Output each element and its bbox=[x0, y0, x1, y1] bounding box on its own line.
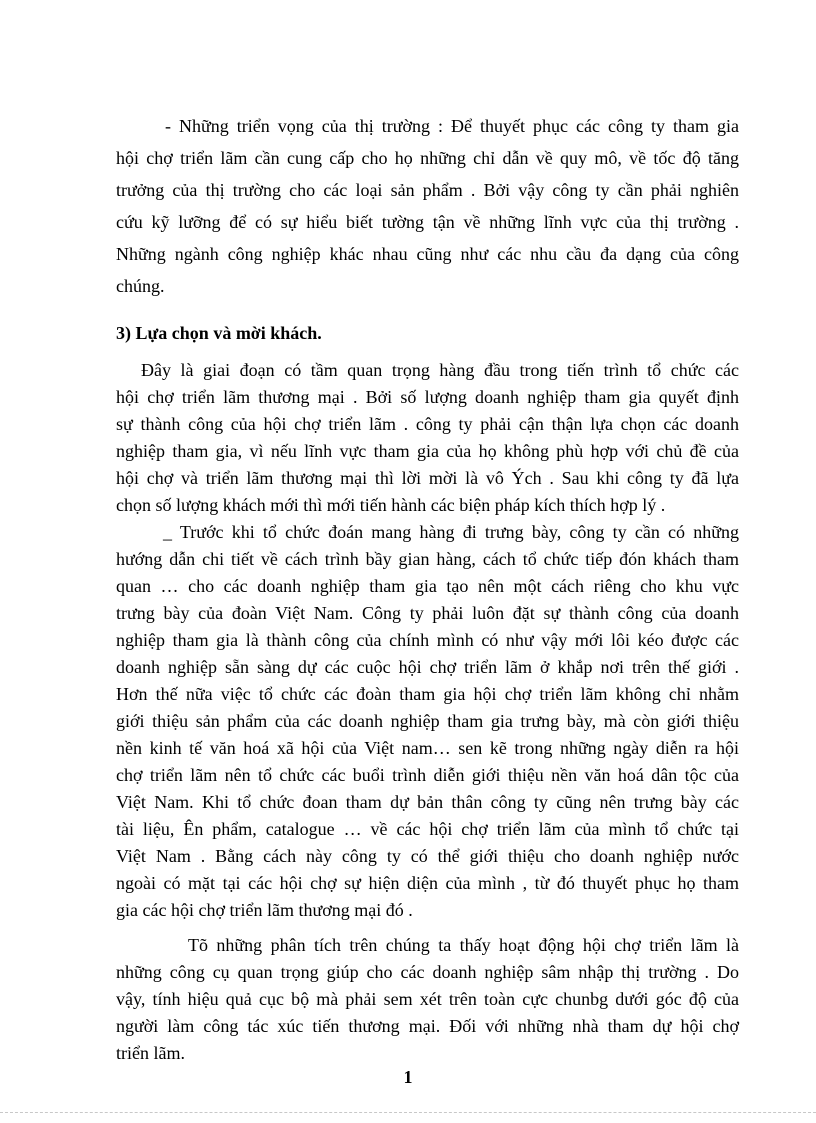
section-heading: 3) Lựa chọn và mời khách. bbox=[116, 323, 322, 343]
text-line: Việt Nam . Bằng cách này công ty có thể giới thiệu cho doanh nghiệp nước bbox=[116, 846, 739, 866]
text-line: chúng. bbox=[116, 276, 165, 296]
text-line: Việt Nam. Khi tổ chức đoan tham dự bản thân công ty cũng nên trưng bày các bbox=[116, 792, 739, 812]
text-line: trưởng của thị trường cho các loại sản phẩm . Bởi vậy công ty cần phải nghiên bbox=[116, 180, 739, 200]
text-line: cứu kỹ lưỡng để có sự hiểu biết tường tận về những lĩnh vực của thị trường . bbox=[116, 212, 739, 232]
text-line: - Những triển vọng của thị trường : Để thuyết phục các công ty tham gia bbox=[165, 116, 739, 136]
text-line: Đây là giai đoạn có tầm quan trọng hàng đầu trong tiến trình tổ chức các bbox=[141, 360, 739, 380]
text-line: tài liệu, Ên phẩm, catalogue … về các hội chợ triển lãm của mình tổ chức tại bbox=[116, 819, 739, 839]
text-line: người làm công tác xúc tiến thương mại. Đối với những nhà tham dự hội chợ bbox=[116, 1016, 739, 1036]
text-line: _ Trước khi tổ chức đoán mang hàng đi trưng bày, công ty cần có những bbox=[163, 522, 739, 542]
text-line: giới thiệu sản phẩm của các doanh nghiệp tham gia trưng bày, mà còn giới thiệu bbox=[116, 711, 739, 731]
text-line: Hơn thế nữa việc tổ chức các đoàn tham gia hội chợ triển lãm không chỉ nhằm bbox=[116, 684, 739, 704]
text-line: hội chợ triển lãm cần cung cấp cho họ những chỉ dẫn về quy mô, về tốc độ tăng bbox=[116, 148, 739, 168]
text-line: hội chợ và triển lãm thương mại thì lời mời là vô Ých . Sau khi công ty đã lựa bbox=[116, 468, 739, 488]
text-line: chợ triển lãm nên tổ chức các buổi trình diễn giới thiệu nền văn hoá dân tộc của bbox=[116, 765, 739, 785]
text-line: nền kinh tế văn hoá xã hội của Việt nam… sen kẽ trong những ngày diễn ra hội bbox=[116, 738, 739, 758]
text-line: trưng bày của đoàn Việt Nam. Công ty phải luôn đặt sự thành công của doanh bbox=[116, 603, 739, 623]
text-line: vậy, tính hiệu quả cục bộ mà phải sem xét trên toàn cực chunbg dưới góc độ của bbox=[116, 989, 739, 1009]
text-line: sự thành công của hội chợ triển lãm . công ty phải cận thận lựa chọn các doanh bbox=[116, 414, 739, 434]
page-bottom-divider bbox=[0, 1112, 816, 1113]
text-line: quan … cho các doanh nghiệp tham gia tạo nên một cách riêng cho khu vực bbox=[116, 576, 739, 596]
text-line: triển lãm. bbox=[116, 1043, 185, 1063]
text-line: gia các hội chợ triển lãm thương mại đó . bbox=[116, 900, 413, 920]
text-line: hội chợ triển lãm thương mại . Bởi số lượng doanh nghiệp tham gia quyết định bbox=[116, 387, 739, 407]
text-line: những công cụ quan trọng giúp cho các doanh nghiệp sâm nhập thị trường . Do bbox=[116, 962, 739, 982]
text-line: nghiệp tham gia, vì nếu lĩnh vực tham gia của họ không phù hợp với chủ đề của bbox=[116, 441, 739, 461]
text-line: chọn số lượng khách mới thì mới tiến hành các biện pháp kích thích hợp lý . bbox=[116, 495, 666, 515]
text-line: Những ngành công nghiệp khác nhau cũng như các nhu cầu đa dạng của công bbox=[116, 244, 739, 264]
page-number: 1 bbox=[403, 1067, 413, 1087]
text-line: nghiệp tham gia là thành công của chính mình có như vậy mới lôi kéo được các bbox=[116, 630, 739, 650]
text-line: ngoài có mặt tại các hội chợ sự hiện diện của mình , từ đó thuyết phục họ tham bbox=[116, 873, 739, 893]
text-line: hướng dẫn chi tiết về cách trình bầy gian hàng, cách tổ chức tiếp đón khách tham bbox=[116, 549, 739, 569]
text-line: Tõ những phân tích trên chúng ta thấy hoạt động hội chợ triển lãm là bbox=[188, 935, 739, 955]
text-line: doanh nghiệp sẵn sàng dự các cuộc hội chợ triển lãm ở khắp nơi trên thế giới . bbox=[116, 657, 739, 677]
